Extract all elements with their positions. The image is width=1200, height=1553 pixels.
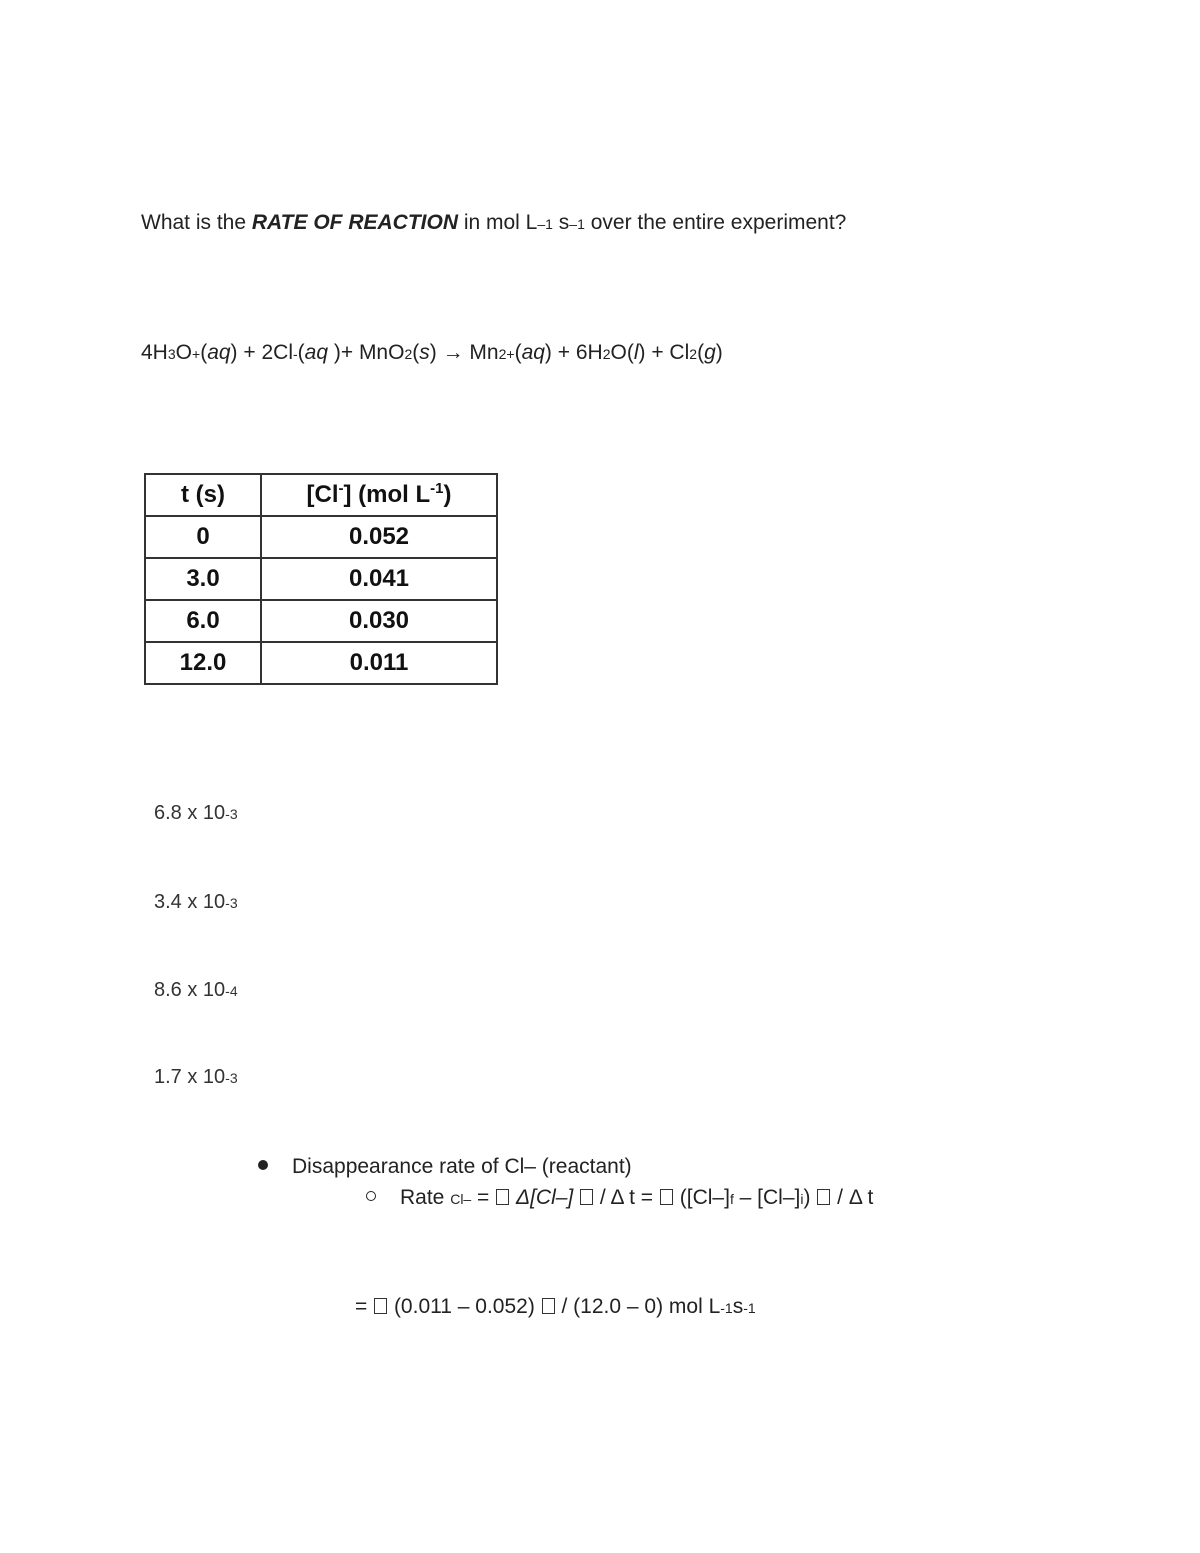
concentration-table — [144, 473, 498, 685]
table-row — [145, 516, 497, 558]
question-text: What is the RATE OF REACTION in mol L–1 s–1 over the entire experiment? — [141, 211, 847, 234]
cell-time: 3.0 — [145, 558, 261, 600]
cell-concentration: 0.030 — [261, 600, 497, 642]
table-row — [145, 642, 497, 684]
table-row — [145, 600, 497, 642]
table-header-row — [145, 474, 497, 516]
header-concentration: [Cl-] (mol $L^{-1}$) — [261, 474, 497, 516]
cell-concentration: 0.052 — [261, 516, 497, 558]
cell-time: 12.0 — [145, 642, 261, 684]
bullet-dot-icon — [258, 1160, 268, 1170]
answer-choice-c[interactable]: 8.6 x 10-4 — [154, 979, 238, 1001]
solution-rate-formula: Rate Cl– = Δ[Cl–] / Δ t = ([Cl–]f – [Cl–]i) / Δ t — [366, 1187, 873, 1208]
missing-glyph-icon — [660, 1189, 673, 1205]
cell-time: 6.0 — [145, 600, 261, 642]
missing-glyph-icon — [580, 1189, 593, 1205]
rate-of-reaction-emphasis: RATE OF REACTION — [251, 211, 458, 234]
missing-glyph-icon — [817, 1189, 830, 1205]
cell-time: 0 — [145, 516, 261, 558]
bullet-ring-icon — [366, 1191, 376, 1201]
solution-bullet-disappearance: Disappearance rate of Cl– (reactant) — [258, 1156, 632, 1177]
answer-choice-a[interactable]: 6.8 x 10-3 — [154, 802, 238, 824]
header-time: t (s) — [145, 474, 261, 516]
missing-glyph-icon — [542, 1298, 555, 1314]
solution-calculation: = (0.011 – 0.052) / (12.0 – 0) mol L-1s-1 — [355, 1295, 756, 1318]
cell-concentration: 0.041 — [261, 558, 497, 600]
answer-choice-b[interactable]: 3.4 x 10-3 — [154, 891, 238, 913]
answer-choice-d[interactable]: 1.7 x 10-3 — [154, 1066, 238, 1088]
missing-glyph-icon — [496, 1189, 509, 1205]
missing-glyph-icon — [374, 1298, 387, 1314]
cell-concentration: 0.011 — [261, 642, 497, 684]
table-row — [145, 558, 497, 600]
chemical-equation: 4H3O+(aq) + 2Cl-(aq )+ MnO2(s) → Mn2+(aq) + 6H2O(l) + Cl2(g) — [141, 341, 723, 364]
